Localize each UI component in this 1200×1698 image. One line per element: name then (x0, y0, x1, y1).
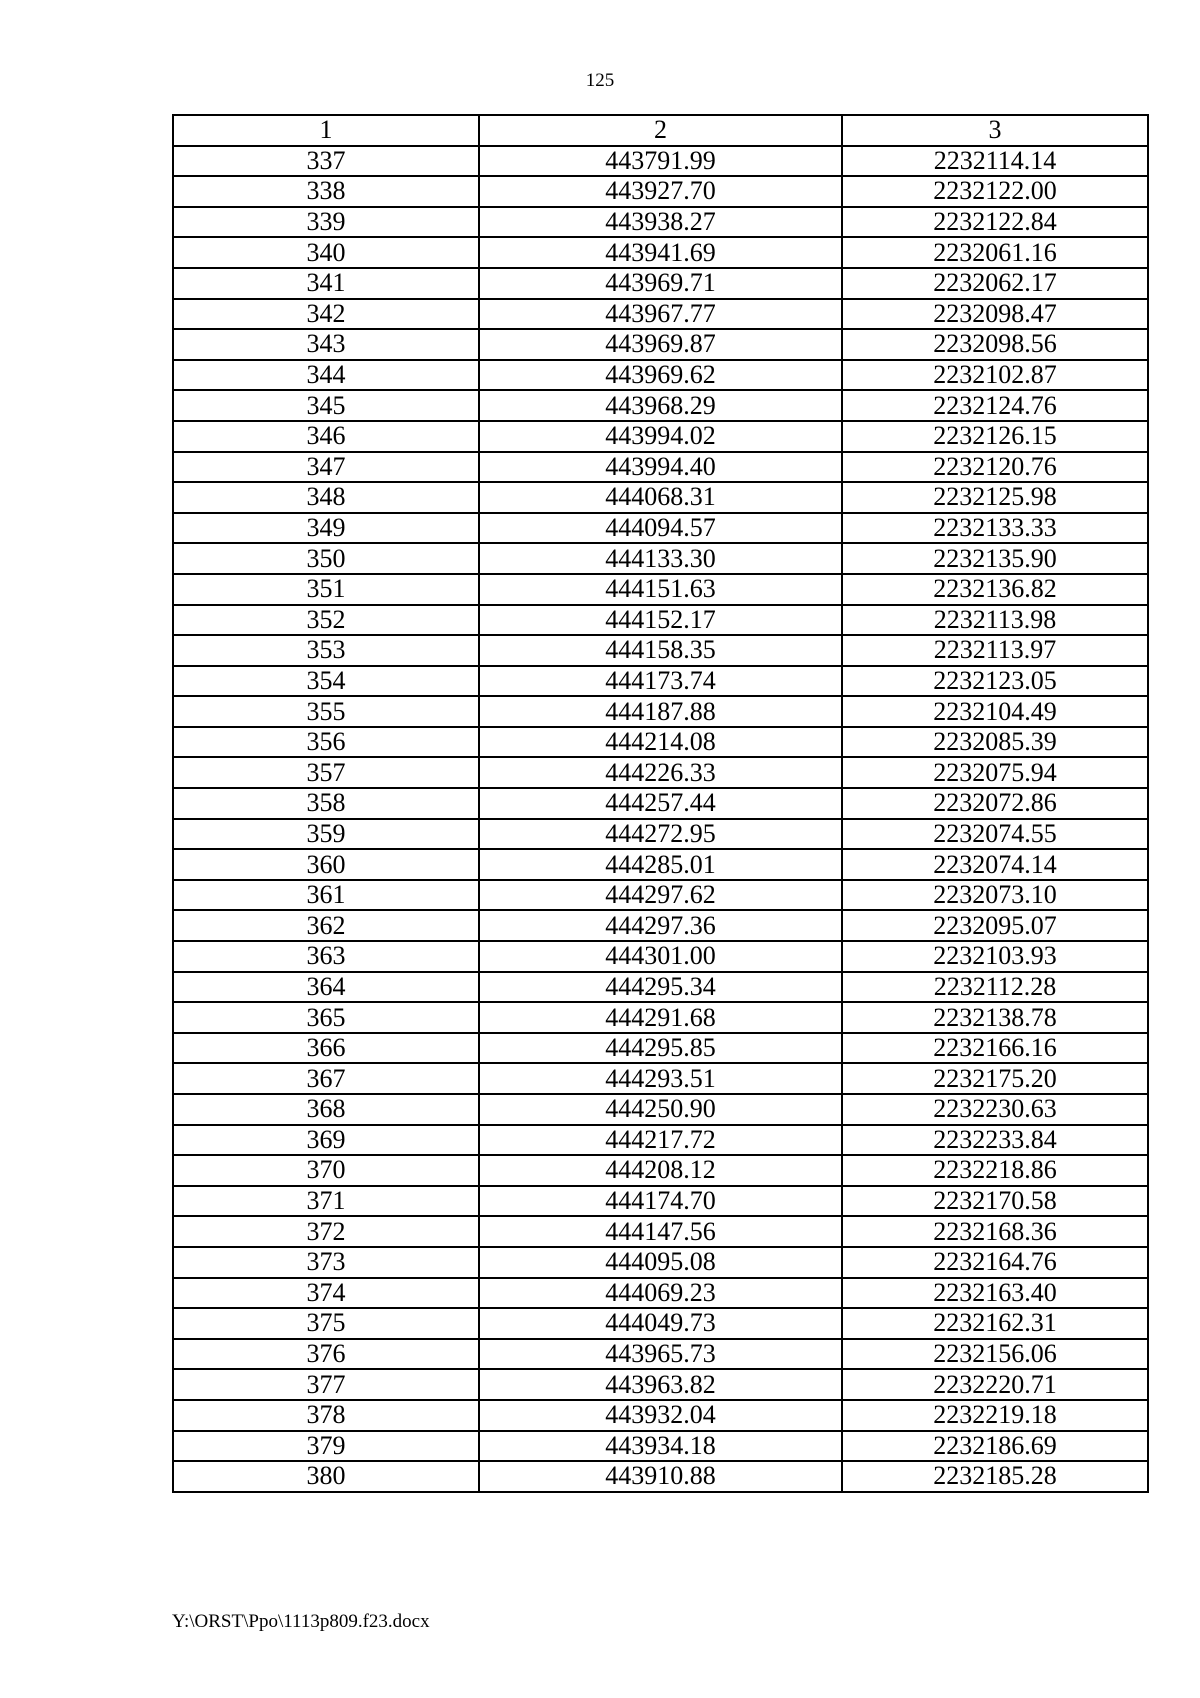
table-row (173, 268, 1148, 299)
point-number-cell: 353 (173, 635, 479, 666)
y-coordinate-cell: 2232163.40 (842, 1278, 1148, 1309)
y-coordinate-cell: 2232135.90 (842, 543, 1148, 574)
point-number-cell: 374 (173, 1278, 479, 1309)
point-number-cell: 378 (173, 1400, 479, 1431)
x-coordinate-cell: 444208.12 (479, 1155, 842, 1186)
point-number-cell: 362 (173, 910, 479, 941)
x-coordinate-cell: 444217.72 (479, 1125, 842, 1156)
table-row (173, 207, 1148, 238)
y-coordinate-cell: 2232103.93 (842, 941, 1148, 972)
y-coordinate-cell: 2232186.69 (842, 1431, 1148, 1462)
y-coordinate-cell: 2232185.28 (842, 1461, 1148, 1492)
table-row (173, 574, 1148, 605)
y-coordinate-cell: 2232168.36 (842, 1216, 1148, 1247)
point-number-cell: 354 (173, 666, 479, 697)
table-header-row (173, 115, 1148, 146)
table-row (173, 635, 1148, 666)
x-coordinate-cell: 444226.33 (479, 757, 842, 788)
point-number-cell: 369 (173, 1125, 479, 1156)
table-row (173, 1155, 1148, 1186)
table-row (173, 666, 1148, 697)
point-number-cell: 364 (173, 972, 479, 1003)
point-number-cell: 349 (173, 513, 479, 544)
point-number-cell: 351 (173, 574, 479, 605)
table-row (173, 513, 1148, 544)
x-coordinate-cell: 444147.56 (479, 1216, 842, 1247)
table-row (173, 788, 1148, 819)
point-number-cell: 365 (173, 1002, 479, 1033)
y-coordinate-cell: 2232098.56 (842, 329, 1148, 360)
y-coordinate-cell: 2232062.17 (842, 268, 1148, 299)
point-number-cell: 372 (173, 1216, 479, 1247)
x-coordinate-cell: 444187.88 (479, 696, 842, 727)
x-coordinate-cell: 443791.99 (479, 146, 842, 177)
y-coordinate-cell: 2232122.00 (842, 176, 1148, 207)
table-row (173, 605, 1148, 636)
table-row (173, 543, 1148, 574)
x-coordinate-cell: 444151.63 (479, 574, 842, 605)
table-row (173, 696, 1148, 727)
x-coordinate-cell: 444297.62 (479, 880, 842, 911)
table-row (173, 1216, 1148, 1247)
x-coordinate-cell: 443967.77 (479, 299, 842, 330)
y-coordinate-cell: 2232102.87 (842, 360, 1148, 391)
point-number-cell: 361 (173, 880, 479, 911)
table-row (173, 1002, 1148, 1033)
x-coordinate-cell: 443938.27 (479, 207, 842, 238)
x-coordinate-cell: 444174.70 (479, 1186, 842, 1217)
point-number-cell: 370 (173, 1155, 479, 1186)
x-coordinate-cell: 444068.31 (479, 482, 842, 513)
table-row (173, 452, 1148, 483)
table-row (173, 849, 1148, 880)
x-coordinate-cell: 443934.18 (479, 1431, 842, 1462)
x-coordinate-cell: 444297.36 (479, 910, 842, 941)
y-coordinate-cell: 2232170.58 (842, 1186, 1148, 1217)
x-coordinate-cell: 443968.29 (479, 390, 842, 421)
y-coordinate-cell: 2232113.98 (842, 605, 1148, 636)
x-coordinate-cell: 444152.17 (479, 605, 842, 636)
y-coordinate-cell: 2232164.76 (842, 1247, 1148, 1278)
y-coordinate-cell: 2232112.28 (842, 972, 1148, 1003)
y-coordinate-cell: 2232136.82 (842, 574, 1148, 605)
point-number-cell: 347 (173, 452, 479, 483)
x-coordinate-cell: 443994.02 (479, 421, 842, 452)
point-number-cell: 371 (173, 1186, 479, 1217)
table-row (173, 972, 1148, 1003)
x-coordinate-cell: 444095.08 (479, 1247, 842, 1278)
table-row (173, 757, 1148, 788)
x-coordinate-cell: 444272.95 (479, 819, 842, 850)
point-number-cell: 339 (173, 207, 479, 238)
point-number-cell: 377 (173, 1369, 479, 1400)
x-coordinate-cell: 443994.40 (479, 452, 842, 483)
table-row (173, 237, 1148, 268)
y-coordinate-cell: 2232126.15 (842, 421, 1148, 452)
table-row (173, 1186, 1148, 1217)
point-number-cell: 358 (173, 788, 479, 819)
table-row (173, 819, 1148, 850)
table-row (173, 176, 1148, 207)
x-coordinate-cell: 444293.51 (479, 1063, 842, 1094)
y-coordinate-cell: 2232120.76 (842, 452, 1148, 483)
table-row (173, 390, 1148, 421)
x-coordinate-cell: 444257.44 (479, 788, 842, 819)
table-row (173, 299, 1148, 330)
point-number-cell: 340 (173, 237, 479, 268)
table-row (173, 1339, 1148, 1370)
y-coordinate-cell: 2232219.18 (842, 1400, 1148, 1431)
table-row (173, 1461, 1148, 1492)
column-header-3: 3 (842, 115, 1148, 146)
point-number-cell: 356 (173, 727, 479, 758)
point-number-cell: 363 (173, 941, 479, 972)
footer-file-path: Y:\ORST\Ppo\1113p809.f23.docx (172, 1611, 430, 1632)
x-coordinate-cell: 443969.62 (479, 360, 842, 391)
x-coordinate-cell: 443969.87 (479, 329, 842, 360)
point-number-cell: 345 (173, 390, 479, 421)
point-number-cell: 342 (173, 299, 479, 330)
y-coordinate-cell: 2232123.05 (842, 666, 1148, 697)
x-coordinate-cell: 443910.88 (479, 1461, 842, 1492)
point-number-cell: 348 (173, 482, 479, 513)
y-coordinate-cell: 2232085.39 (842, 727, 1148, 758)
y-coordinate-cell: 2232230.63 (842, 1094, 1148, 1125)
table-row (173, 146, 1148, 177)
point-number-cell: 350 (173, 543, 479, 574)
point-number-cell: 379 (173, 1431, 479, 1462)
table-row (173, 1278, 1148, 1309)
x-coordinate-cell: 444133.30 (479, 543, 842, 574)
y-coordinate-cell: 2232074.14 (842, 849, 1148, 880)
x-coordinate-cell: 443941.69 (479, 237, 842, 268)
table-row (173, 421, 1148, 452)
x-coordinate-cell: 444214.08 (479, 727, 842, 758)
y-coordinate-cell: 2232122.84 (842, 207, 1148, 238)
x-coordinate-cell: 444285.01 (479, 849, 842, 880)
y-coordinate-cell: 2232104.49 (842, 696, 1148, 727)
x-coordinate-cell: 444291.68 (479, 1002, 842, 1033)
table-row (173, 1033, 1148, 1064)
table-row (173, 941, 1148, 972)
y-coordinate-cell: 2232233.84 (842, 1125, 1148, 1156)
table-row (173, 1308, 1148, 1339)
table-row (173, 1247, 1148, 1278)
y-coordinate-cell: 2232095.07 (842, 910, 1148, 941)
x-coordinate-cell: 444069.23 (479, 1278, 842, 1309)
point-number-cell: 373 (173, 1247, 479, 1278)
y-coordinate-cell: 2232073.10 (842, 880, 1148, 911)
point-number-cell: 338 (173, 176, 479, 207)
point-number-cell: 359 (173, 819, 479, 850)
point-number-cell: 375 (173, 1308, 479, 1339)
column-header-2: 2 (479, 115, 842, 146)
y-coordinate-cell: 2232220.71 (842, 1369, 1148, 1400)
table-row (173, 880, 1148, 911)
y-coordinate-cell: 2232075.94 (842, 757, 1148, 788)
table-row (173, 1431, 1148, 1462)
table-row (173, 482, 1148, 513)
point-number-cell: 380 (173, 1461, 479, 1492)
table-row (173, 1400, 1148, 1431)
x-coordinate-cell: 444250.90 (479, 1094, 842, 1125)
table-row (173, 727, 1148, 758)
x-coordinate-cell: 444295.34 (479, 972, 842, 1003)
y-coordinate-cell: 2232098.47 (842, 299, 1148, 330)
table-row (173, 1125, 1148, 1156)
y-coordinate-cell: 2232061.16 (842, 237, 1148, 268)
y-coordinate-cell: 2232072.86 (842, 788, 1148, 819)
y-coordinate-cell: 2232156.06 (842, 1339, 1148, 1370)
table-row (173, 910, 1148, 941)
x-coordinate-cell: 443963.82 (479, 1369, 842, 1400)
x-coordinate-cell: 444295.85 (479, 1033, 842, 1064)
y-coordinate-cell: 2232166.16 (842, 1033, 1148, 1064)
point-number-cell: 376 (173, 1339, 479, 1370)
table-body (173, 146, 1148, 1492)
point-number-cell: 341 (173, 268, 479, 299)
x-coordinate-cell: 443927.70 (479, 176, 842, 207)
y-coordinate-cell: 2232138.78 (842, 1002, 1148, 1033)
point-number-cell: 343 (173, 329, 479, 360)
point-number-cell: 368 (173, 1094, 479, 1125)
point-number-cell: 367 (173, 1063, 479, 1094)
y-coordinate-cell: 2232114.14 (842, 146, 1148, 177)
point-number-cell: 355 (173, 696, 479, 727)
table-row (173, 1063, 1148, 1094)
point-number-cell: 352 (173, 605, 479, 636)
x-coordinate-cell: 444158.35 (479, 635, 842, 666)
table-row (173, 329, 1148, 360)
point-number-cell: 344 (173, 360, 479, 391)
y-coordinate-cell: 2232113.97 (842, 635, 1148, 666)
y-coordinate-cell: 2232133.33 (842, 513, 1148, 544)
x-coordinate-cell: 443969.71 (479, 268, 842, 299)
y-coordinate-cell: 2232218.86 (842, 1155, 1148, 1186)
table-row (173, 1369, 1148, 1400)
x-coordinate-cell: 444094.57 (479, 513, 842, 544)
column-header-1: 1 (173, 115, 479, 146)
x-coordinate-cell: 444049.73 (479, 1308, 842, 1339)
point-number-cell: 357 (173, 757, 479, 788)
point-number-cell: 366 (173, 1033, 479, 1064)
x-coordinate-cell: 444173.74 (479, 666, 842, 697)
table-row (173, 360, 1148, 391)
page-number: 125 (585, 70, 615, 91)
y-coordinate-cell: 2232175.20 (842, 1063, 1148, 1094)
x-coordinate-cell: 444301.00 (479, 941, 842, 972)
y-coordinate-cell: 2232074.55 (842, 819, 1148, 850)
y-coordinate-cell: 2232124.76 (842, 390, 1148, 421)
point-number-cell: 360 (173, 849, 479, 880)
y-coordinate-cell: 2232125.98 (842, 482, 1148, 513)
x-coordinate-cell: 443932.04 (479, 1400, 842, 1431)
table-row (173, 1094, 1148, 1125)
point-number-cell: 337 (173, 146, 479, 177)
x-coordinate-cell: 443965.73 (479, 1339, 842, 1370)
coordinates-table (172, 114, 1149, 1493)
point-number-cell: 346 (173, 421, 479, 452)
y-coordinate-cell: 2232162.31 (842, 1308, 1148, 1339)
